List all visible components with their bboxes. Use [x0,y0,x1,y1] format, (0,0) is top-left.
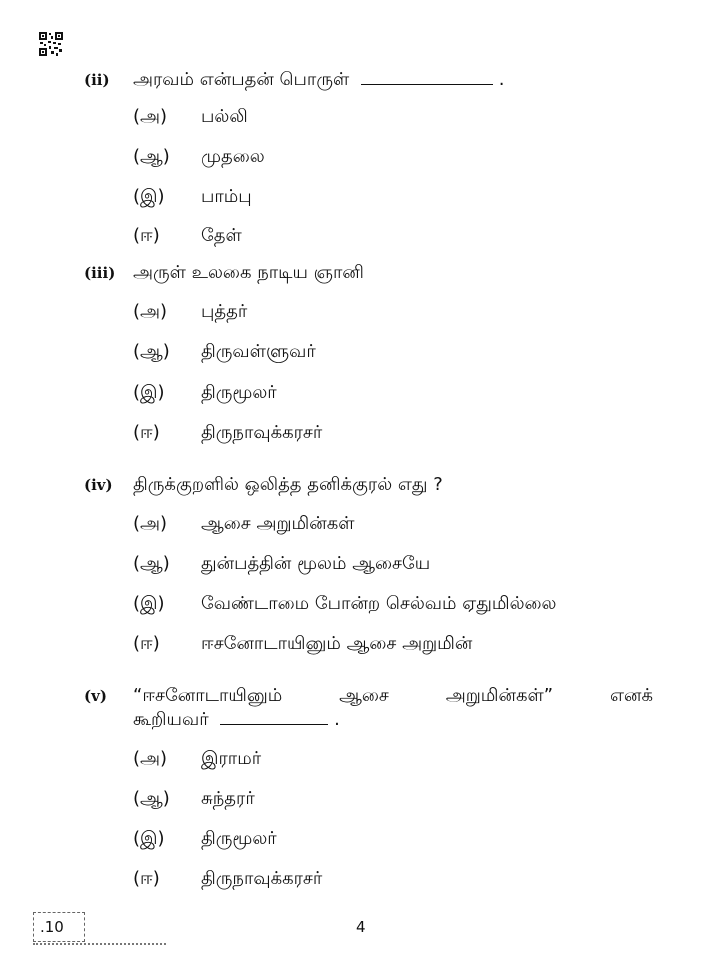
question-text: அருள் உலகை நாடிய ஞானி [133,262,364,283]
question-number: (iv) [84,476,113,494]
option-label: (அ) [133,301,168,322]
option-text: ஆசை அறுமின்கள் [201,513,355,534]
question-text-line2: கூறியவர் [133,709,209,730]
question-word: அறுமின்கள்” [445,685,554,706]
question-trailing: . [334,709,340,730]
option-i [133,184,693,210]
option-i [133,380,693,406]
page-number: 4 [356,918,366,936]
question-number: (v) [84,687,107,705]
option-text: ஈசனோடாயினும் ஆசை அறுமின் [201,633,473,654]
option-label: (ஆ) [133,788,170,809]
option-aa [133,786,693,812]
option-a [133,746,693,772]
footer-divider [33,943,166,947]
option-label: (இ) [133,828,165,849]
option-text: திருநாவுக்கரசர் [201,422,323,443]
option-aa [133,339,693,365]
question-text: அரவம் என்பதன் பொருள் [133,69,350,90]
option-text: முதலை [201,146,265,167]
question-number: (iii) [84,264,116,282]
option-text: திருநாவுக்கரசர் [201,868,323,889]
option-text: தேள் [201,225,242,246]
option-ii [133,631,693,657]
option-text: துன்பத்தின் மூலம் ஆசையே [201,553,431,574]
option-a [133,299,693,325]
option-label: (ஈ) [133,422,160,443]
option-text: திருவள்ளுவர் [201,341,316,362]
option-text: பல்லி [201,106,248,127]
question-text: திருக்குறளில் ஒலித்த தனிக்குரல் எது ? [133,474,443,495]
question-word: எனக் [609,685,653,706]
option-aa [133,551,693,577]
option-ii [133,866,693,892]
question-trailing: . [498,69,505,90]
option-ii [133,223,693,249]
option-label: (இ) [133,382,165,403]
option-text: சுந்தரர் [201,788,255,809]
option-i [133,826,693,852]
option-text: வேண்டாமை போன்ற செல்வம் ஏதுமில்லை [201,593,557,614]
answer-blank [220,708,328,725]
option-i [133,591,693,617]
question-word: “ஈசனோடாயினும் [133,685,283,706]
option-label: (ஈ) [133,225,160,246]
option-label: (ஆ) [133,553,170,574]
option-text: திருமூலர் [201,828,277,849]
answer-blank [361,68,493,85]
footer-code: .10 [40,918,64,936]
question-number: (ii) [84,71,110,89]
option-label: (ஈ) [133,868,160,889]
option-label: (ஆ) [133,146,170,167]
option-label: (அ) [133,513,168,534]
qr-code-icon [39,32,63,56]
option-label: (ஆ) [133,341,170,362]
option-label: (அ) [133,106,168,127]
option-ii [133,420,693,446]
option-a [133,511,693,537]
option-label: (இ) [133,186,165,207]
option-aa [133,144,693,170]
question-text-line1 [133,684,653,708]
option-text: புத்தர் [201,301,248,322]
option-text: திருமூலர் [201,382,277,403]
question-word: ஆசை [339,685,389,706]
option-text: இராமர் [201,748,262,769]
option-label: (ஈ) [133,633,160,654]
option-a [133,104,693,130]
option-label: (இ) [133,593,165,614]
option-label: (அ) [133,748,168,769]
option-text: பாம்பு [201,186,252,207]
